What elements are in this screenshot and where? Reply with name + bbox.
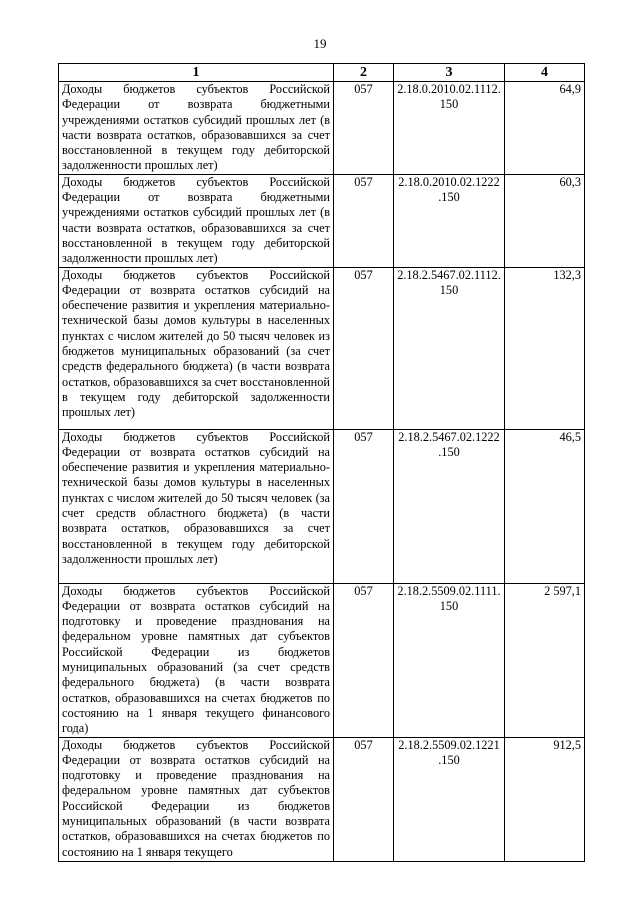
row-kbk-code: 2.18.2.5509.02.1221.150	[394, 737, 505, 861]
header-col-1: 1	[59, 64, 334, 82]
row-description: Доходы бюджетов субъектов Российской Федерации от возврата остатков субсидий на обеспечение развития и укрепления материально-технической базы домов культуры в населенных пунктах с числом жителей до 50 тысяч человек (за счет средств областного бюджета) (в части возврата остатков, образовавшихся за счет восстановленной в текущем году дебиторской задолженности прошлых лет)	[59, 429, 334, 583]
header-col-3: 3	[394, 64, 505, 82]
row-amount: 132,3	[505, 267, 585, 429]
table-row	[59, 583, 585, 737]
row-admin-code: 057	[334, 82, 394, 175]
table-row	[59, 429, 585, 583]
row-kbk-code: 2.18.2.5509.02.1111.150	[394, 583, 505, 737]
row-amount: 60,3	[505, 174, 585, 267]
row-admin-code: 057	[334, 174, 394, 267]
row-kbk-code: 2.18.0.2010.02.1222.150	[394, 174, 505, 267]
row-amount: 64,9	[505, 82, 585, 175]
table-row	[59, 174, 585, 267]
table-row	[59, 267, 585, 429]
table-row	[59, 737, 585, 861]
header-col-4: 4	[505, 64, 585, 82]
row-description: Доходы бюджетов субъектов Российской Федерации от возврата остатков субсидий на подготовку и проведение празднования на федеральном уровне памятных дат субъектов Российской Федерации из бюджетов муниципальных образований (за счет средств федерального бюджета) (в части возврата остатков, образовавшихся на счетах бюджетов по состоянию на 1 января текущего финансового года)	[59, 583, 334, 737]
row-admin-code: 057	[334, 737, 394, 861]
row-amount: 46,5	[505, 429, 585, 583]
table-row	[59, 82, 585, 175]
row-admin-code: 057	[334, 429, 394, 583]
table-header-row	[59, 64, 585, 82]
row-description: Доходы бюджетов субъектов Российской Федерации от возврата остатков субсидий на обеспечение развития и укрепления материально-технической базы домов культуры в населенных пунктах с числом жителей до 50 тысяч человек из бюджетов муниципальных образований (за счет средств федерального бюджета) (в части возврата остатков, образовавшихся за счет восстановленной в текущем году дебиторской задолженности прошлых лет)	[59, 267, 334, 429]
revenue-table	[58, 63, 585, 862]
row-kbk-code: 2.18.0.2010.02.1112.150	[394, 82, 505, 175]
row-amount: 2 597,1	[505, 583, 585, 737]
row-amount: 912,5	[505, 737, 585, 861]
header-col-2: 2	[334, 64, 394, 82]
row-description: Доходы бюджетов субъектов Российской Федерации от возврата бюджетными учреждениями остатков субсидий прошлых лет (в части возврата остатков, образовавшихся за счет восстановленной в текущем году дебиторской задолженности прошлых лет)	[59, 174, 334, 267]
page-number: 19	[313, 36, 327, 51]
row-admin-code: 057	[334, 267, 394, 429]
row-description: Доходы бюджетов субъектов Российской Федерации от возврата остатков субсидий на подготовку и проведение празднования на федеральном уровне памятных дат субъектов Российской Федерации из бюджетов муниципальных образований (в части возврата остатков, образовавшихся на счетах бюджетов по состоянию на 1 января текущего	[59, 737, 334, 861]
row-description: Доходы бюджетов субъектов Российской Федерации от возврата бюджетными учреждениями остатков субсидий прошлых лет (в части возврата остатков, образовавшихся за счет восстановленной в текущем году дебиторской задолженности прошлых лет)	[59, 82, 334, 175]
row-admin-code: 057	[334, 583, 394, 737]
row-kbk-code: 2.18.2.5467.02.1222.150	[394, 429, 505, 583]
row-kbk-code: 2.18.2.5467.02.1112.150	[394, 267, 505, 429]
